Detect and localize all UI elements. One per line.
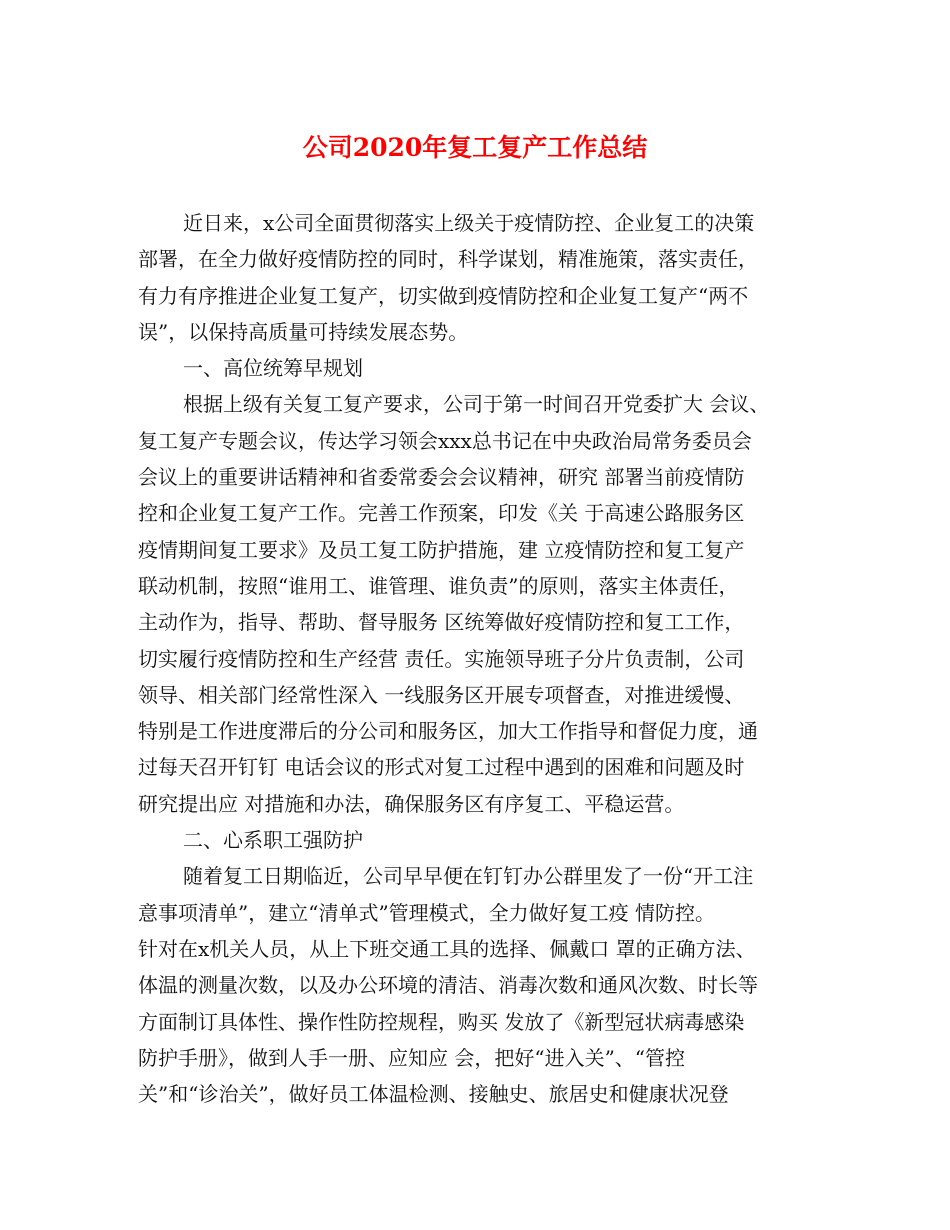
paragraph-line: 过每天召开钉钉 电话会议的形式对复工过程中遇到的困难和问题及时 — [138, 755, 745, 780]
paragraph-line: 复工复产专题会议，传达学习领会xxx总书记在中央政治局常务委员会 — [138, 428, 752, 453]
paragraph-line: 近日来，x公司全面贯彻落实上级关于疫情防控、企业复工的决策 — [183, 211, 755, 235]
paragraph-line: 领导、相关部门经常性深入 一线服务区开展专项督查，对推进缓慢、 — [138, 682, 745, 707]
section-heading: 二、心系职工强防护 — [183, 828, 363, 853]
paragraph-line: 体温的测量次数，以及办公环境的清洁、消毒次数和通风次数、时长等 — [138, 973, 758, 998]
paragraph-line: 控和企业复工复产工作。完善工作预案，印发《关 于高速公路服务区 — [138, 501, 745, 526]
paragraph-line: 根据上级有关复工复产要求，公司于第一时间召开党委扩大 会议、 — [183, 392, 770, 417]
paragraph-line: 有力有序推进企业复工复产，切实做到疫情防控和企业复工复产“两不 — [138, 283, 749, 308]
paragraph-line: 会议上的重要讲话精神和省委常委会会议精神，研究 部署当前疫情防 — [138, 465, 745, 490]
paragraph-line: 误”，以保持高质量可持续发展态势。 — [138, 319, 469, 344]
paragraph-line: 主动作为，指导、帮助、督导服务 区统筹做好疫情防控和复工工作， — [138, 610, 745, 635]
paragraph-line: 联动机制，按照“谁用工、谁管理、谁负责”的原则，落实主体责任， — [138, 573, 739, 598]
paragraph-line: 特别是工作进度滞后的分公司和服务区，加大工作指导和督促力度，通 — [138, 719, 758, 744]
paragraph-line: 切实履行疫情防控和生产经营 责任。实施领导班子分片负责制，公司 — [138, 646, 745, 671]
paragraph-line: 针对在x机关人员，从上下班交通工具的选择、佩戴口 罩的正确方法、 — [138, 936, 756, 961]
paragraph-line: 意事项清单”，建立“清单式”管理模式，全力做好复工疫 情防控。 — [138, 900, 716, 925]
paragraph-line: 方面制订具体性、操作性防控规程，购买 发放了《新型冠状病毒感染 — [138, 1009, 745, 1034]
paragraph-line: 关”和“诊治关”，做好员工体温检测、接触史、旅居史和健康状况登 — [138, 1082, 729, 1107]
document-body — [138, 205, 818, 1112]
paragraph-line: 疫情期间复工要求》及员工复工防护措施，建 立疫情防控和复工复产 — [138, 537, 745, 562]
document-title: 公司2020年复工复产工作总结 — [302, 133, 648, 162]
paragraph-line: 研究提出应 对措施和办法，确保服务区有序复工、平稳运营。 — [138, 791, 685, 816]
paragraph-line: 部署，在全力做好疫情防控的同时，科学谋划，精准施策，落实责任， — [138, 247, 758, 272]
section-heading: 一、高位统筹早规划 — [183, 356, 363, 381]
paragraph-line: 随着复工日期临近，公司早早便在钉钉办公群里发了一份“开工注 — [183, 864, 754, 889]
paragraph-line: 防护手册》，做到人手一册、应知应 会，把好“进入关”、“管控 — [138, 1045, 686, 1070]
